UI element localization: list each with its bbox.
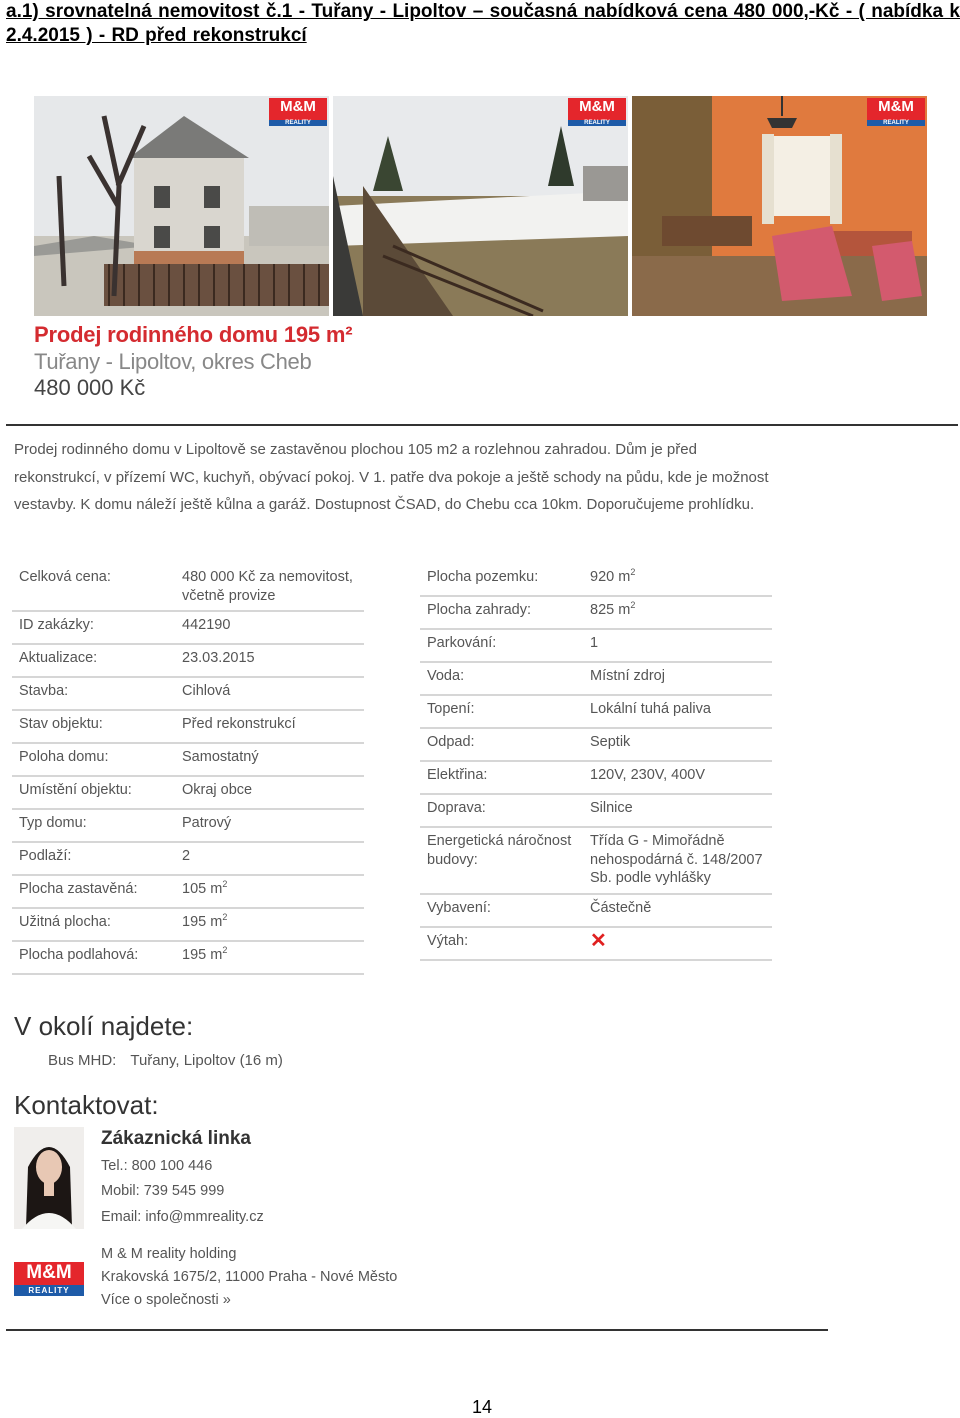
param-value: [583, 832, 772, 888]
param-label: Užitná plocha:: [19, 914, 111, 930]
param-value: [583, 799, 772, 821]
param-label: Stavba:: [19, 683, 69, 699]
param-row: [420, 928, 772, 961]
param-row: [12, 711, 364, 744]
superscript: 2: [630, 567, 636, 577]
param-value: [175, 814, 364, 836]
param-label: Aktualizace:: [19, 650, 98, 666]
listing-description: Prodej rodinného domu v Lipoltově se zastavěnou plochou 105 m2 a rozlehnou zahradou. Dům je před rekonstrukcí, v přízemí WC, kuchyň, obývací pokoj. V 1. patře dva pokoje a ještě schody na půdu, kde je možnost vestavby. K domu náleží ještě kůlna a garáž. Dostupnost ČSAD, do Chebu cca 10km. Doporučujeme prohlídku.: [14, 441, 769, 513]
param-label: Umístění objektu:: [19, 782, 132, 798]
param-label: Doprava:: [427, 800, 486, 816]
superscript: 2: [630, 600, 636, 610]
param-value-text: Částečně: [590, 899, 652, 916]
superscript: 2: [222, 945, 228, 955]
param-value-text: Okraj obce: [182, 782, 253, 798]
param-row: [420, 630, 772, 663]
param-row: [12, 810, 364, 843]
param-value: [175, 781, 364, 803]
param-value: [583, 899, 772, 921]
param-row: [12, 909, 364, 942]
mm-reality-logo: M&M REALITY: [269, 98, 327, 126]
page-number: 14: [472, 1397, 493, 1417]
param-value: [175, 913, 364, 935]
param-value: [175, 946, 364, 968]
param-value: [175, 748, 364, 770]
param-label: Plocha zastavěná:: [19, 881, 138, 897]
listing-price: 480 000 Kč: [34, 375, 146, 400]
param-value: [175, 715, 364, 737]
param-row: [420, 729, 772, 762]
param-label: Výtah:: [427, 932, 469, 949]
params-table-right: [420, 564, 772, 961]
param-value-text: 480 000 Kč za nemovitost, včetně provize: [182, 569, 353, 604]
param-label: Plocha podlahová:: [19, 947, 139, 963]
contact-email[interactable]: Email: info@mmreality.cz: [101, 1209, 264, 1225]
param-value: [583, 766, 772, 788]
param-row: [12, 678, 364, 711]
param-value-text: Před rekonstrukcí: [182, 716, 296, 732]
param-row: [12, 843, 364, 876]
divider: [6, 1329, 828, 1331]
param-value-text: Cihlová: [182, 683, 231, 699]
listing-location: Tuřany - Lipoltov, okres Cheb: [34, 349, 312, 374]
divider: [6, 424, 958, 426]
param-value-text: Lokální tuhá paliva: [590, 701, 711, 717]
company-name: M & M reality holding: [101, 1246, 237, 1262]
param-row: [12, 876, 364, 909]
contact-tel[interactable]: Tel.: 800 100 446: [101, 1158, 213, 1174]
company-logo: M&M REALITY: [14, 1262, 84, 1296]
param-row: [420, 696, 772, 729]
param-value: [175, 682, 364, 704]
param-value-text: Silnice: [590, 800, 633, 816]
nearby-item: [48, 1052, 283, 1069]
param-label: Odpad:: [427, 734, 475, 750]
contact-mobile[interactable]: Mobil: 739 545 999: [101, 1183, 225, 1199]
param-label: Poloha domu:: [19, 749, 109, 765]
param-value: [175, 568, 364, 605]
param-row: [420, 597, 772, 630]
photo-house-exterior: [34, 96, 329, 316]
param-row: [420, 828, 772, 895]
page-heading: a.1) srovnatelná nemovitost č.1 - Tuřany - Lipoltov – současná nabídková cena 480 000,-Kč - ( nabídka k 2.4.2015 ) - RD před rekonstrukcí: [6, 1, 960, 46]
param-value: [583, 929, 772, 954]
contact-name: Zákaznická linka: [101, 1128, 251, 1149]
param-label: Elektřina:: [427, 767, 488, 783]
photo-garden: [333, 96, 628, 316]
param-row: [12, 564, 364, 612]
param-label: Topení:: [427, 701, 475, 717]
superscript: 2: [222, 879, 228, 889]
param-value-text: 195 m: [182, 947, 223, 963]
nearby-title: V okolí najdete:: [14, 1011, 194, 1041]
param-value: [583, 667, 772, 689]
mm-reality-logo: M&M REALITY: [568, 98, 626, 126]
param-row: [12, 942, 364, 975]
param-value: [583, 601, 772, 623]
param-label: Energetická náročnost budovy:: [427, 833, 572, 868]
param-label: Podlaží:: [19, 848, 72, 864]
param-row: [420, 663, 772, 696]
param-value-text: Septik: [590, 734, 631, 750]
params-table-left: [12, 564, 364, 975]
company-more-link[interactable]: Více o společnosti »: [101, 1292, 231, 1308]
param-label: Typ domu:: [19, 815, 87, 831]
param-value-text: 1: [590, 635, 599, 651]
param-row: [12, 777, 364, 810]
agent-avatar: [14, 1127, 84, 1229]
nearby-value: Tuřany, Lipoltov (16 m): [130, 1052, 283, 1069]
param-label: Celková cena:: [19, 569, 111, 585]
param-value-text: Místní zdroj: [590, 668, 665, 684]
nearby-label: Bus MHD:: [48, 1052, 117, 1069]
param-label: Plocha pozemku:: [427, 569, 539, 585]
param-label: Plocha zahrady:: [427, 602, 531, 618]
param-value: [175, 880, 364, 902]
param-value: [583, 568, 772, 590]
param-value-text: 825 m: [590, 602, 631, 618]
superscript: 2: [222, 912, 228, 922]
param-value: [583, 733, 772, 755]
param-row: [12, 645, 364, 678]
param-value-text: 195 m: [182, 914, 223, 930]
param-value-text: 105 m: [182, 881, 223, 897]
photo-interior: [632, 96, 927, 316]
param-row: [420, 564, 772, 597]
param-value-text: Patrový: [182, 815, 232, 831]
param-value-text: 442190: [182, 617, 231, 633]
listing-title: Prodej rodinného domu 195 m²: [34, 322, 353, 347]
company-address: Krakovská 1675/2, 11000 Praha - Nové Město: [101, 1269, 398, 1285]
param-value: [583, 700, 772, 722]
x-icon: ✕: [590, 929, 607, 952]
param-row: [420, 762, 772, 795]
param-value-text: 23.03.2015: [182, 650, 255, 666]
param-label: Stav objektu:: [19, 716, 103, 732]
param-value-text: 2: [182, 848, 191, 864]
param-row: [420, 895, 772, 928]
param-row: [12, 612, 364, 645]
contact-title: Kontaktovat:: [14, 1090, 159, 1120]
param-value: [175, 616, 364, 638]
param-value-text: Samostatný: [182, 749, 259, 765]
param-label: Parkování:: [427, 635, 497, 651]
param-row: [12, 744, 364, 777]
param-row: [420, 795, 772, 828]
mm-reality-logo: M&M REALITY: [867, 98, 925, 126]
param-label: ID zakázky:: [19, 617, 94, 633]
param-value-text: 120V, 230V, 400V: [590, 767, 706, 783]
param-value-text: 920 m: [590, 569, 631, 585]
param-value: [175, 649, 364, 671]
param-label: Vybavení:: [427, 899, 491, 916]
param-value: [175, 847, 364, 869]
param-label: Voda:: [427, 668, 465, 684]
param-value-text: Třída G - Mimořádně nehospodárná č. 148/2007 Sb. podle vyhlášky: [590, 833, 763, 886]
param-value: [583, 634, 772, 656]
